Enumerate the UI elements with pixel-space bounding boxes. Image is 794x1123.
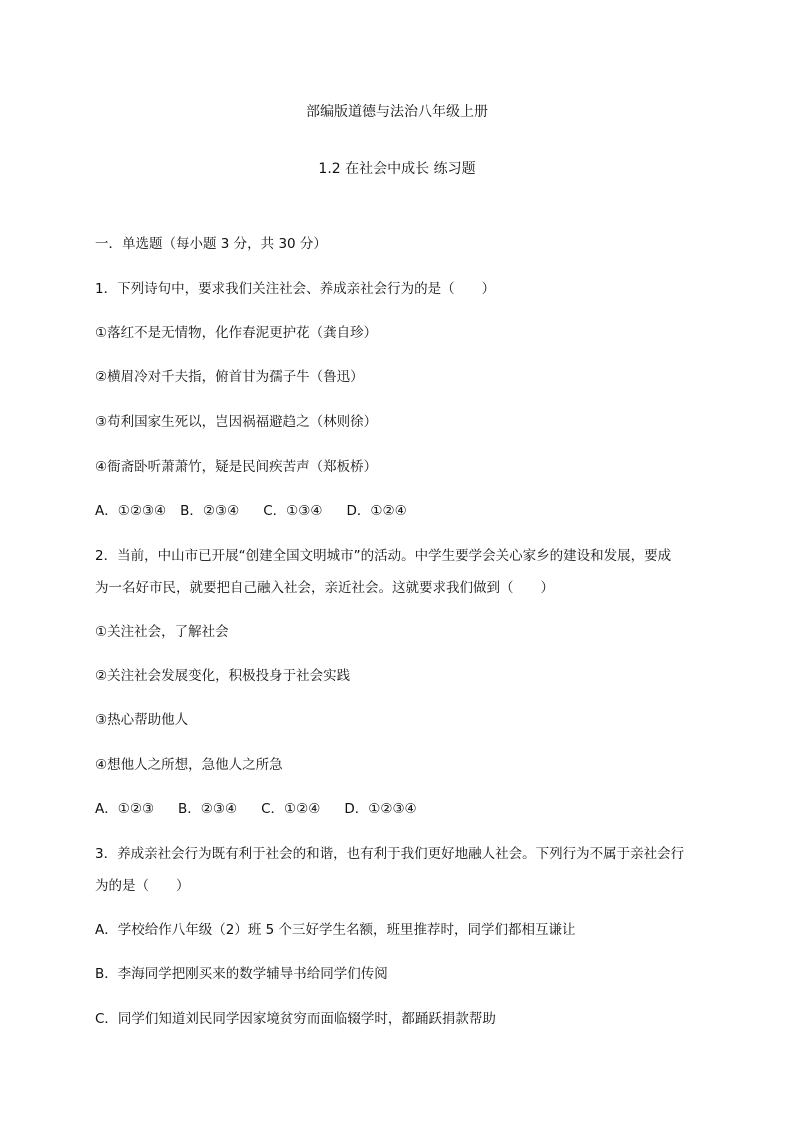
question-2-item-1: ①关注社会，了解社会 (95, 624, 229, 640)
document-title: 部编版道德与法治八年级上册 (306, 104, 488, 120)
question-2-option-a: A．①②③ (95, 801, 155, 817)
question-1-option-a: A．①②③④ (95, 503, 167, 519)
question-2-stem-line-1: 2．当前，中山市已开展“创建全国文明城市”的活动。中学生要学会关心家乡的建设和发展，要成 (95, 548, 672, 564)
question-1-item-4: ④衙斋卧听萧萧竹，疑是民间疾苦声（郑板桥） (95, 459, 378, 475)
question-1-options (95, 500, 705, 522)
question-3-option-c: C．同学们知道刘民同学因家境贫穷而面临辍学时，都踊跃捐款帮助 (95, 1011, 496, 1027)
document-subtitle: 1.2 在社会中成长 练习题 (318, 161, 476, 177)
question-2-option-c: C．①②④ (261, 801, 321, 817)
question-1-option-c: C．①③④ (263, 503, 323, 519)
section-heading: 一．单选题（每小题 3 分，共 30 分） (95, 236, 327, 252)
question-1-item-2: ②横眉冷对千夫指，俯首甘为孺子牛（鲁迅） (95, 369, 364, 385)
question-1-option-b: B．②③④ (180, 503, 240, 519)
question-2-stem-line-2: 为一名好市民，就要把自己融入社会，亲近社会。这就要求我们做到（ ） (95, 580, 554, 596)
question-1-item-1: ①落红不是无情物，化作春泥更护花（龚自珍） (95, 325, 378, 341)
question-2-item-4: ④想他人之所想，急他人之所急 (95, 757, 283, 773)
question-1-stem: 1．下列诗句中，要求我们关注社会、养成亲社会行为的是（ ） (95, 281, 496, 297)
question-3-option-a: A．学校给作八年级（2）班 5 个三好学生名额，班里推荐时，同学们都相互谦让 (95, 922, 576, 938)
question-3-stem-line-2: 为的是（ ） (95, 878, 190, 894)
question-2-item-3: ③热心帮助他人 (95, 712, 189, 728)
question-3-stem-line-1: 3．养成亲社会行为既有利于社会的和谐，也有利于我们更好地融人社会。下列行为不属于亲社会行 (95, 846, 685, 862)
question-1-option-d: D．①②④ (346, 503, 407, 519)
question-1-item-3: ③苟利国家生死以，岂因祸福避趋之（林则徐） (95, 414, 378, 430)
question-2-option-d: D．①②③④ (344, 801, 417, 817)
question-2-item-2: ②关注社会发展变化，积极投身于社会实践 (95, 668, 351, 684)
question-2-options (95, 798, 705, 820)
question-3-option-b: B．李海同学把刚买来的数学辅导书给同学们传阅 (95, 966, 388, 982)
question-2-option-b: B．②③④ (178, 801, 238, 817)
